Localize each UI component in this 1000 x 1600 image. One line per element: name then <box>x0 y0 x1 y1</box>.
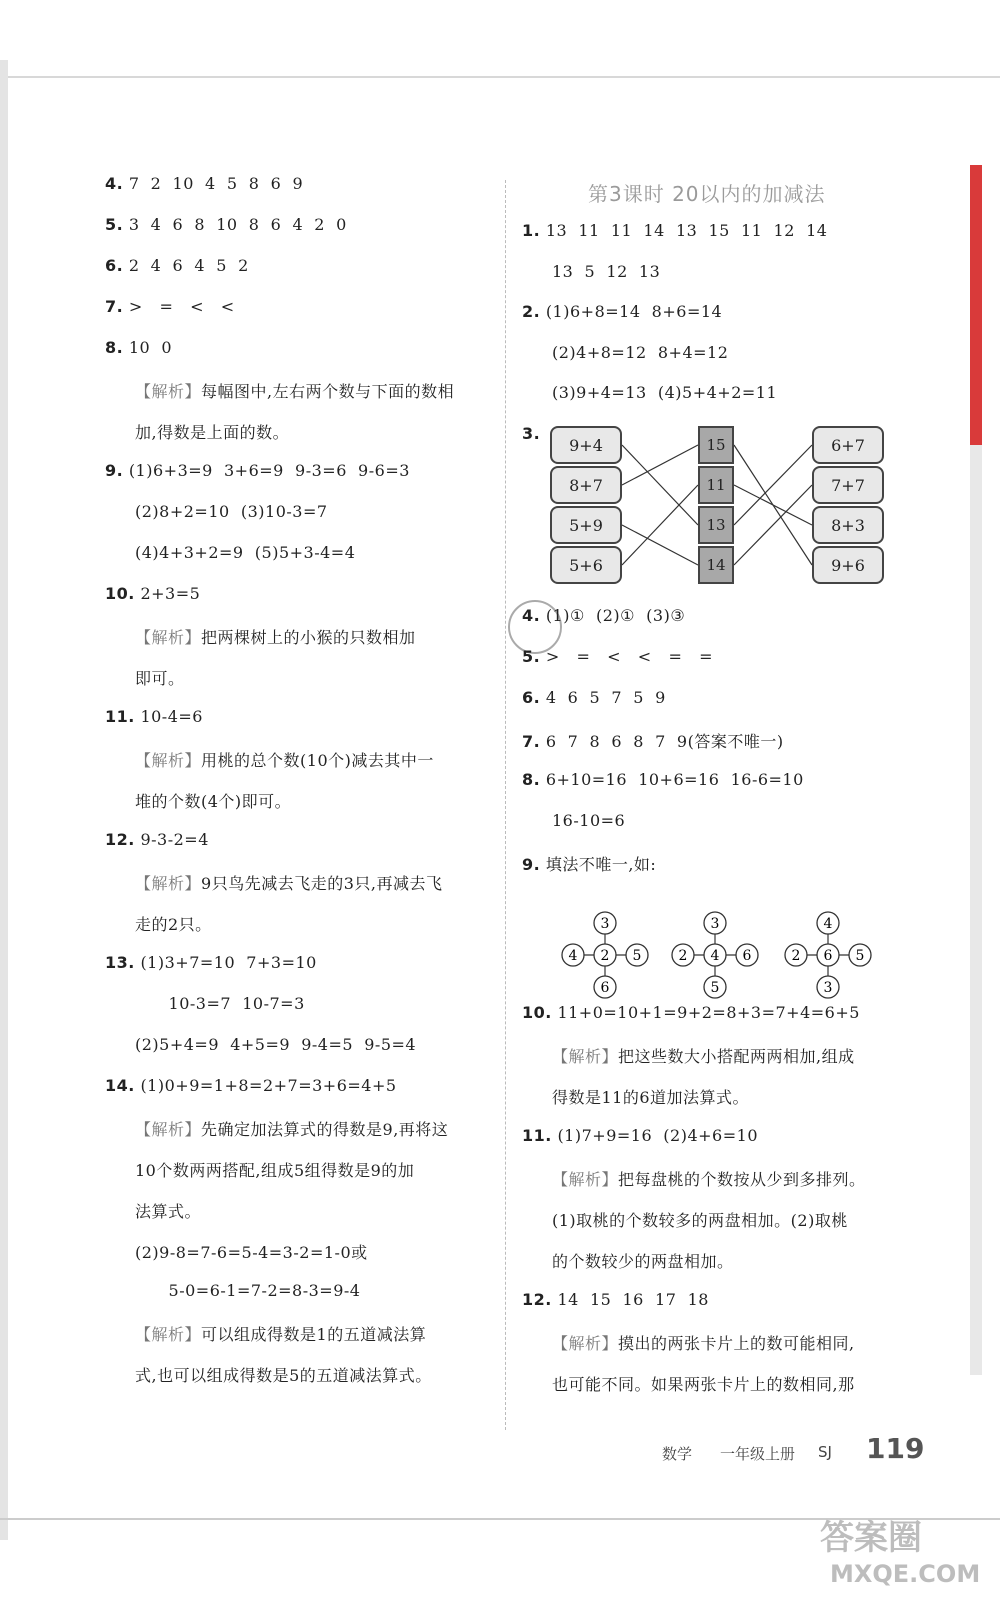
answer-text: 3 4 6 8 10 8 6 4 2 0 <box>128 215 347 234</box>
answer-text: 也可能不同。如果两张卡片上的数相同,那 <box>552 1375 855 1394</box>
question-number: 1. <box>522 221 541 240</box>
expression-box-left: 5+6 <box>550 546 622 584</box>
analysis-label: 【解析】 <box>552 1047 619 1066</box>
answer-text: 的个数较少的两盘相加。 <box>552 1252 734 1271</box>
question-number: 4. <box>105 174 124 193</box>
question-number: 12. <box>105 830 135 849</box>
answer-text: 把每盘桃的个数按从少到多排列。 <box>618 1170 866 1189</box>
answer-text: (2)5+4=9 4+5=9 9-4=5 9-5=4 <box>135 1035 417 1054</box>
answer-text: 10个数两两搭配,组成5组得数是9的加 <box>135 1161 415 1180</box>
question-number: 10. <box>522 1003 552 1022</box>
answer-text: (2)9-8=7-6=5-4=3-2=1-0或 <box>135 1243 368 1262</box>
analysis-label: 【解析】 <box>135 628 202 647</box>
answer-text: (1)7+9=16 (2)4+6=10 <box>557 1126 758 1145</box>
answer-text: 加,得数是上面的数。 <box>135 423 290 442</box>
result-box: 14 <box>698 546 734 584</box>
expression-box-left: 9+4 <box>550 426 622 464</box>
result-box: 15 <box>698 426 734 464</box>
answer-text: 每幅图中,左右两个数与下面的数相 <box>201 382 455 401</box>
answer-text: 2 4 6 4 5 2 <box>128 256 249 275</box>
footer-grade: 一年级上册 <box>720 1445 796 1463</box>
answer-text: 把两棵树上的小猴的只数相加 <box>201 628 416 647</box>
question-number: 14. <box>105 1076 135 1095</box>
section-title: 第3课时 20以内的加减法 <box>588 182 826 206</box>
cross-number: 5 <box>855 948 865 964</box>
answer-text: 走的2只。 <box>135 915 212 934</box>
answer-text: 6+10=16 10+6=16 16-6=10 <box>545 770 804 789</box>
question-number: 13. <box>105 953 135 972</box>
answer-text: (1)取桃的个数较多的两盘相加。(2)取桃 <box>552 1211 848 1230</box>
answer-line <box>552 1208 848 1231</box>
question-number: 5. <box>522 647 541 666</box>
answer-text: 2+3=5 <box>140 584 201 603</box>
cross-number: 2 <box>600 948 610 964</box>
answer-text: (2)4+8=12 8+4=12 <box>552 342 729 362</box>
question-number: 9. <box>522 855 541 874</box>
answer-text: > = < < <box>128 297 235 316</box>
question-number: 5. <box>105 215 124 234</box>
answer-text: 5-0=6-1=7-2=8-3=9-4 <box>135 1281 361 1300</box>
answer-text: (2)8+2=10 (3)10-3=7 <box>135 502 328 521</box>
answer-text: (1)① (2)① (3)③ <box>545 606 686 625</box>
answer-text: 13 5 12 13 <box>552 261 661 281</box>
cross-number: 6 <box>742 948 752 964</box>
answer-text: 4 6 5 7 5 9 <box>545 688 666 707</box>
answer-text: (1)6+8=14 8+6=14 <box>545 302 723 321</box>
answer-text: 填法不唯一,如: <box>545 855 657 874</box>
question-number: 4. <box>522 606 541 625</box>
cross-number: 3 <box>600 916 610 932</box>
answer-text: 法算式。 <box>135 1202 202 1221</box>
expression-box-right: 7+7 <box>812 466 884 504</box>
answer-text: 堆的个数(4个)即可。 <box>135 792 292 811</box>
analysis-label: 【解析】 <box>135 1325 202 1344</box>
page-number: 119 <box>866 1432 925 1465</box>
cross-number: 2 <box>678 948 688 964</box>
cross-number: 5 <box>710 980 720 996</box>
cross-number: 4 <box>823 916 833 932</box>
cross-number: 3 <box>710 916 720 932</box>
answer-text: 6 7 8 6 8 7 9(答案不唯一) <box>545 732 784 751</box>
cross-number: 2 <box>791 948 801 964</box>
answer-text: (1)0+9=1+8=2+7=3+6=4+5 <box>140 1076 397 1095</box>
watermark-url: MXQE.COM <box>830 1560 981 1588</box>
question-number: 6. <box>105 256 124 275</box>
answer-line <box>552 1331 855 1354</box>
answer-text: 可以组成得数是1的五道减法算 <box>201 1325 427 1344</box>
question-number: 12. <box>522 1290 552 1309</box>
expression-box-right: 8+3 <box>812 506 884 544</box>
answer-text: 14 15 16 17 18 <box>557 1290 709 1309</box>
answer-line <box>552 1167 866 1190</box>
answer-line <box>522 1003 860 1022</box>
answer-text: > = < < = = <box>545 647 714 666</box>
footer-subject: 数学 <box>662 1445 693 1463</box>
answer-text: 把这些数大小搭配两两相加,组成 <box>618 1047 855 1066</box>
answer-text: 11+0=10+1=9+2=8+3=7+4=6+5 <box>557 1003 860 1022</box>
analysis-label: 【解析】 <box>135 382 202 401</box>
cross-number: 6 <box>823 948 833 964</box>
footer-edition: SJ <box>818 1443 832 1461</box>
answer-line <box>522 1126 758 1145</box>
question-number: 8. <box>522 770 541 789</box>
question-number: 7. <box>105 297 124 316</box>
question-number: 11. <box>105 707 135 726</box>
cross-number: 4 <box>568 948 578 964</box>
cross-number: 3 <box>823 980 833 996</box>
answer-text: 得数是11的6道加法算式。 <box>552 1088 750 1107</box>
result-box: 13 <box>698 506 734 544</box>
answer-text: (1)3+7=10 7+3=10 <box>140 953 317 972</box>
answer-text: 摸出的两张卡片上的数可能相同, <box>618 1334 855 1353</box>
expression-box-right: 9+6 <box>812 546 884 584</box>
answer-text: 7 2 10 4 5 8 6 9 <box>128 174 304 193</box>
analysis-label: 【解析】 <box>552 1334 619 1353</box>
answer-line <box>552 1372 855 1395</box>
answer-text: 9只鸟先减去飞走的3只,再减去飞 <box>201 874 443 893</box>
answer-text: 式,也可以组成得数是5的五道减法算式。 <box>135 1366 432 1385</box>
answer-text: (3)9+4=13 (4)5+4+2=11 <box>552 383 778 402</box>
expression-box-left: 8+7 <box>550 466 622 504</box>
cross-number: 4 <box>710 948 720 964</box>
answer-text: 10-4=6 <box>140 707 203 726</box>
answer-line <box>522 1290 709 1309</box>
answer-text: 先确定加法算式的得数是9,再将这 <box>201 1120 449 1139</box>
answer-line <box>552 1249 734 1272</box>
answer-line <box>552 1044 855 1067</box>
answer-text: 10-3=7 10-7=3 <box>135 994 305 1013</box>
answer-text: 13 11 11 14 13 15 11 12 14 <box>545 221 828 240</box>
analysis-label: 【解析】 <box>552 1170 619 1189</box>
answer-text: 用桃的总个数(10个)减去其中一 <box>201 751 434 770</box>
answer-text: 16-10=6 <box>552 811 626 830</box>
answer-text: 9-3-2=4 <box>140 830 209 849</box>
watermark-logo: 答案圈 <box>820 1518 922 1558</box>
answer-text: (1)6+3=9 3+6=9 9-3=6 9-6=3 <box>128 461 410 480</box>
question-number: 11. <box>522 1126 552 1145</box>
question-number: 7. <box>522 732 541 751</box>
cross-number: 5 <box>632 948 642 964</box>
analysis-label: 【解析】 <box>135 751 202 770</box>
answer-text: 10 0 <box>128 338 173 357</box>
analysis-label: 【解析】 <box>135 1120 202 1139</box>
question-number: 3. <box>522 423 541 443</box>
question-number: 6. <box>522 688 541 707</box>
cross-number: 6 <box>600 980 610 996</box>
answer-line <box>552 1085 749 1108</box>
analysis-label: 【解析】 <box>135 874 202 893</box>
result-box: 11 <box>698 466 734 504</box>
question-number: 2. <box>522 302 541 321</box>
answer-text: 即可。 <box>135 669 185 688</box>
answer-text: (4)4+3+2=9 (5)5+3-4=4 <box>135 543 356 562</box>
question-number: 10. <box>105 584 135 603</box>
question-number: 8. <box>105 338 124 357</box>
expression-box-left: 5+9 <box>550 506 622 544</box>
expression-box-right: 6+7 <box>812 426 884 464</box>
question-number: 9. <box>105 461 124 480</box>
